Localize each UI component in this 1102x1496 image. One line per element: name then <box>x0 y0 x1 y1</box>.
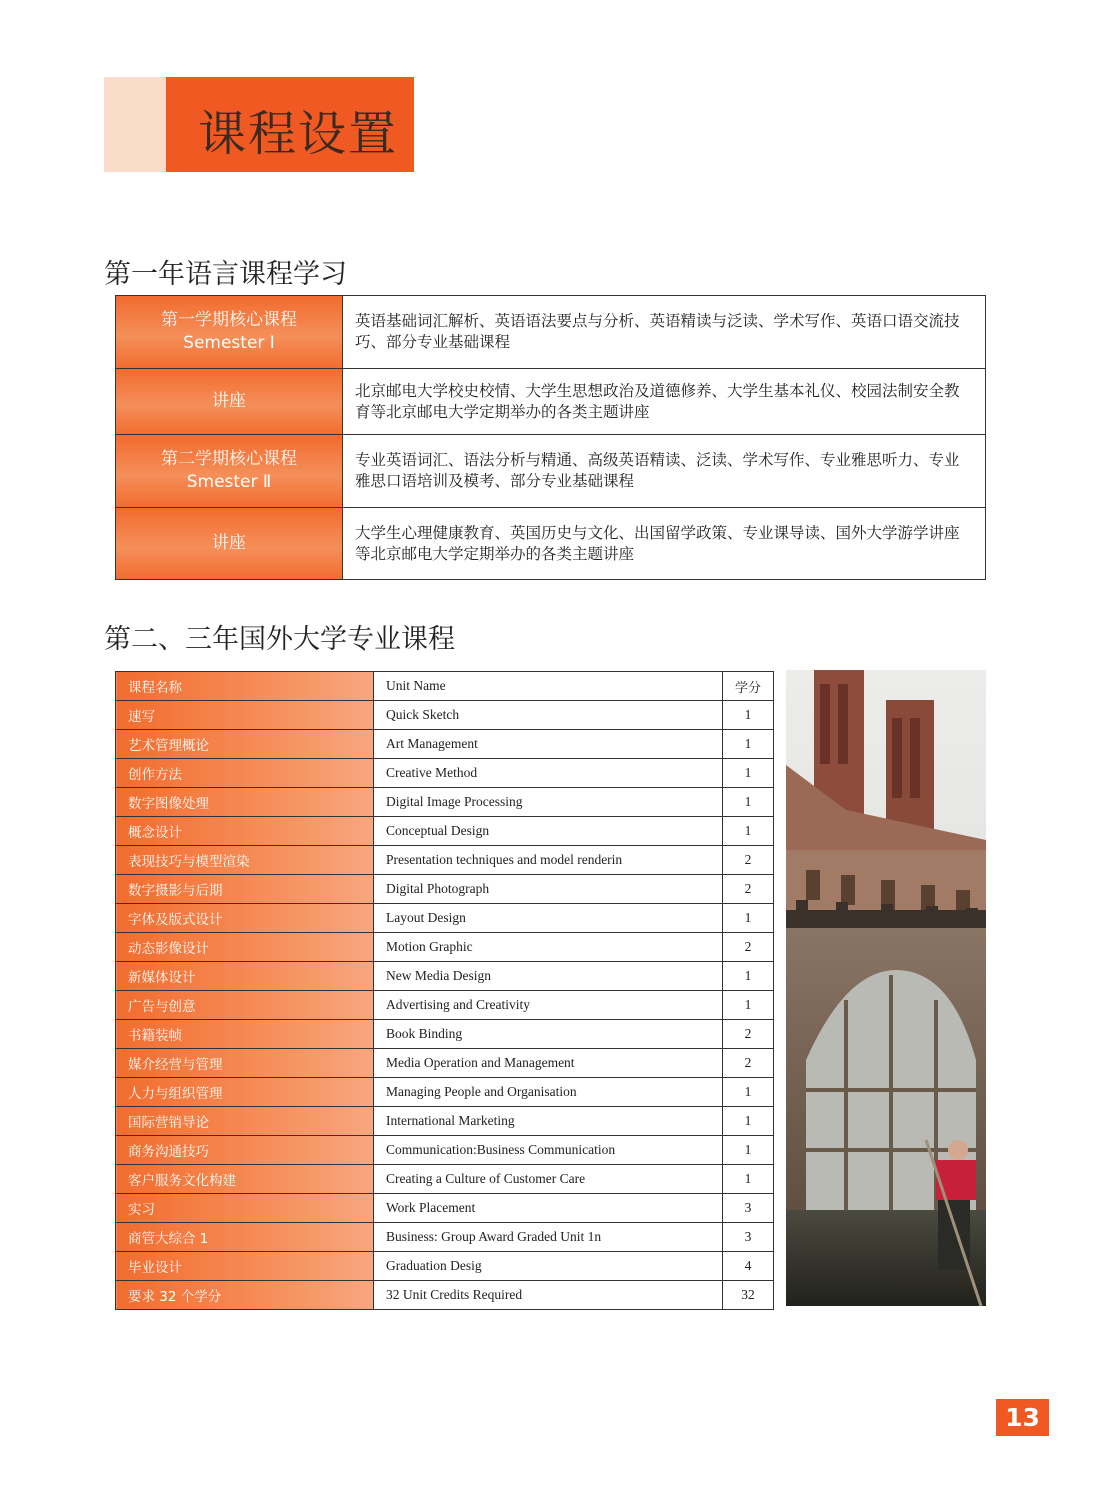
table-row <box>116 369 986 435</box>
unit-name-en: Layout Design <box>374 904 723 933</box>
table-row <box>116 875 774 904</box>
table-row <box>116 1078 774 1107</box>
course-description: 专业英语词汇、语法分析与精通、高级英语精读、泛读、学术写作、专业雅思听力、专业雅思口语培训及模考、部分专业基础课程 <box>343 435 986 508</box>
credits: 3 <box>723 1194 774 1223</box>
credits: 4 <box>723 1252 774 1281</box>
table-row <box>116 817 774 846</box>
semester-label-cell <box>116 435 343 508</box>
credits: 2 <box>723 1049 774 1078</box>
table-row <box>116 701 774 730</box>
semester-label-en: Semester Ⅰ <box>183 333 275 353</box>
credits: 1 <box>723 788 774 817</box>
header-credits: 学分 <box>723 672 774 701</box>
credits: 1 <box>723 991 774 1020</box>
credits: 32 <box>723 1281 774 1310</box>
credits: 1 <box>723 904 774 933</box>
credits: 1 <box>723 730 774 759</box>
semester-label: 第一学期核心课程 <box>161 310 297 330</box>
table-row <box>116 1020 774 1049</box>
unit-name-en: Quick Sketch <box>374 701 723 730</box>
course-name-cn: 字体及版式设计 <box>116 904 374 933</box>
unit-name-en: Digital Photograph <box>374 875 723 904</box>
course-name-cn: 创作方法 <box>116 759 374 788</box>
course-name-cn: 概念设计 <box>116 817 374 846</box>
unit-name-en: New Media Design <box>374 962 723 991</box>
table-row <box>116 846 774 875</box>
credits: 1 <box>723 1107 774 1136</box>
credits: 1 <box>723 759 774 788</box>
semester-label-cell <box>116 369 343 435</box>
table-row <box>116 296 986 369</box>
course-description: 北京邮电大学校史校情、大学生思想政治及道德修养、大学生基本礼仪、校园法制安全教育等北京邮电大学定期举办的各类主题讲座 <box>343 369 986 435</box>
table-row <box>116 1049 774 1078</box>
table-header-row <box>116 672 774 701</box>
table-row <box>116 730 774 759</box>
semester-label-cell <box>116 508 343 580</box>
unit-name-en: Media Operation and Management <box>374 1049 723 1078</box>
table-row <box>116 1107 774 1136</box>
section2-heading: 第二、三年国外大学专业课程 <box>104 624 455 655</box>
table-row <box>116 1136 774 1165</box>
course-name-cn: 数字摄影与后期 <box>116 875 374 904</box>
unit-name-en: Business: Group Award Graded Unit 1n <box>374 1223 723 1252</box>
semester-label: 第二学期核心课程 <box>161 449 297 469</box>
course-name-cn: 实习 <box>116 1194 374 1223</box>
course-name-cn: 动态影像设计 <box>116 933 374 962</box>
course-name-cn: 媒介经营与管理 <box>116 1049 374 1078</box>
table-row <box>116 1223 774 1252</box>
credits: 2 <box>723 933 774 962</box>
course-name-cn: 人力与组织管理 <box>116 1078 374 1107</box>
table-row <box>116 508 986 580</box>
unit-name-en: 32 Unit Credits Required <box>374 1281 723 1310</box>
unit-name-en: Digital Image Processing <box>374 788 723 817</box>
unit-name-en: Graduation Desig <box>374 1252 723 1281</box>
course-name-cn: 艺术管理概论 <box>116 730 374 759</box>
credits: 2 <box>723 846 774 875</box>
unit-name-en: Creative Method <box>374 759 723 788</box>
credits: 1 <box>723 962 774 991</box>
course-description: 大学生心理健康教育、英国历史与文化、出国留学政策、专业课导读、国外大学游学讲座等北京邮电大学定期举办的各类主题讲座 <box>343 508 986 580</box>
credits: 1 <box>723 1078 774 1107</box>
table-row <box>116 788 774 817</box>
campus-photo <box>786 670 986 1306</box>
section1-heading: 第一年语言课程学习 <box>104 259 347 290</box>
credits: 1 <box>723 1165 774 1194</box>
table-row <box>116 904 774 933</box>
unit-name-en: Book Binding <box>374 1020 723 1049</box>
course-name-cn: 毕业设计 <box>116 1252 374 1281</box>
course-name-cn: 速写 <box>116 701 374 730</box>
course-name-cn: 表现技巧与模型渲染 <box>116 846 374 875</box>
title-accent-dark <box>166 77 414 172</box>
unit-name-en: Work Placement <box>374 1194 723 1223</box>
course-name-cn: 广告与创意 <box>116 991 374 1020</box>
table-row <box>116 1194 774 1223</box>
semester-label-en: Smester Ⅱ <box>186 472 272 492</box>
unit-name-en: Motion Graphic <box>374 933 723 962</box>
header-course-name: 课程名称 <box>116 672 374 701</box>
table-row <box>116 435 986 508</box>
table-row <box>116 1281 774 1310</box>
course-name-cn: 国际营销导论 <box>116 1107 374 1136</box>
course-name-cn: 商务沟通技巧 <box>116 1136 374 1165</box>
table-row <box>116 933 774 962</box>
table-row <box>116 1252 774 1281</box>
course-name-cn: 要求 32 个学分 <box>116 1281 374 1310</box>
course-name-cn: 客户服务文化构建 <box>116 1165 374 1194</box>
semester-label: 讲座 <box>212 533 246 553</box>
course-name-cn: 书籍装帧 <box>116 1020 374 1049</box>
unit-name-en: International Marketing <box>374 1107 723 1136</box>
unit-name-en: Managing People and Organisation <box>374 1078 723 1107</box>
course-name-cn: 新媒体设计 <box>116 962 374 991</box>
credits: 2 <box>723 875 774 904</box>
header-unit-name: Unit Name <box>374 672 723 701</box>
credits: 1 <box>723 701 774 730</box>
unit-name-en: Advertising and Creativity <box>374 991 723 1020</box>
credits: 3 <box>723 1223 774 1252</box>
page-title: 课程设置 <box>198 106 399 162</box>
course-description: 英语基础词汇解析、英语语法要点与分析、英语精读与泛读、学术写作、英语口语交流技巧、部分专业基础课程 <box>343 296 986 369</box>
table-row <box>116 991 774 1020</box>
credits: 1 <box>723 1136 774 1165</box>
semester-label-cell <box>116 296 343 369</box>
semester-label: 讲座 <box>212 391 246 411</box>
credits: 1 <box>723 817 774 846</box>
unit-name-en: Communication:Business Communication <box>374 1136 723 1165</box>
language-course-table <box>115 295 986 580</box>
credits: 2 <box>723 1020 774 1049</box>
title-accent-light <box>104 77 166 172</box>
page-title-block <box>104 77 414 172</box>
page-number: 13 <box>996 1399 1049 1436</box>
unit-name-en: Creating a Culture of Customer Care <box>374 1165 723 1194</box>
unit-name-en: Art Management <box>374 730 723 759</box>
table-row <box>116 759 774 788</box>
table-row <box>116 1165 774 1194</box>
unit-name-en: Conceptual Design <box>374 817 723 846</box>
table-row <box>116 962 774 991</box>
course-name-cn: 数字图像处理 <box>116 788 374 817</box>
professional-course-table <box>115 671 774 1310</box>
unit-name-en: Presentation techniques and model renderin <box>374 846 723 875</box>
course-name-cn: 商管大综合 1 <box>116 1223 374 1252</box>
